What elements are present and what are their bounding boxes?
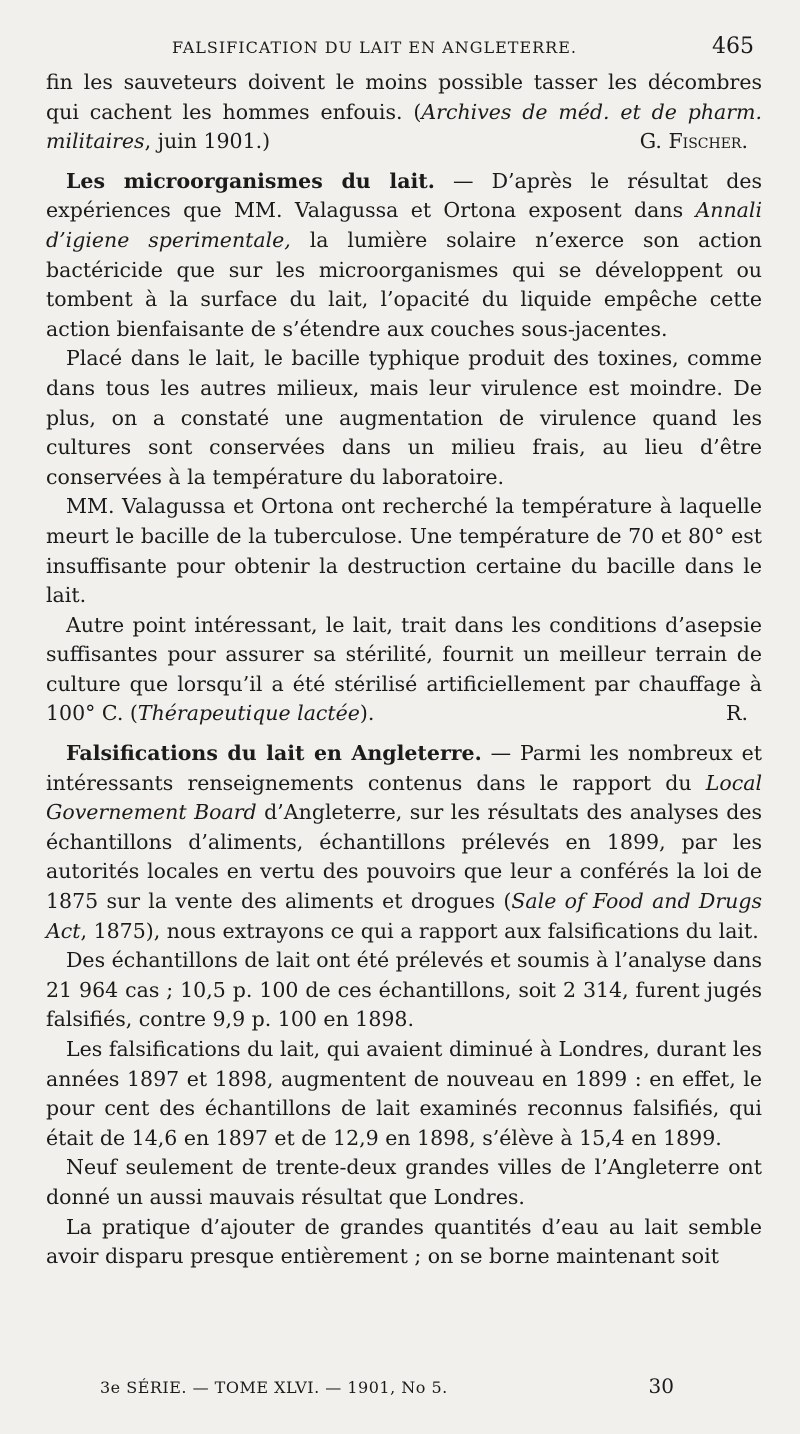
intro-author: G. Fischer. bbox=[639, 129, 748, 154]
section1-p1-a: — D’après le résultat des expériences que MM. Valagussa et Ortona exposent dans bbox=[46, 168, 762, 223]
section2-paragraph-5: La pratique d’ajouter de grandes quantités d’eau au lait semble avoir disparu presque entièrement ; on se borne maintenant soit bbox=[46, 1214, 762, 1269]
intro-date: , juin 1901.) bbox=[144, 129, 271, 154]
section2-paragraph-3: Les falsifications du lait, qui avaient diminué à Londres, durant les années 1897 et 1898, augmentent de nouveau en 1899 : en effet, le pour cent des échantillons de lait examinés reconnus falsifiés, qui était de 14,6 en 1897 et de 12,9 en 1898, s’élève à 15,4 en 1899. bbox=[46, 1037, 762, 1150]
section-falsifications bbox=[46, 739, 762, 1272]
section1-paragraph-3: MM. Valagussa et Ortona ont recherché la température à laquelle meurt le bacille de la tuberculose. Une température de 70 et 80° est insuffisante pour obtenir la destruction certaine du bacille dans le lait. bbox=[46, 494, 762, 608]
section-microorganisms bbox=[46, 167, 762, 729]
section1-p4-a: Autre point intéressant, le lait, trait dans les conditions d’asepsie suffisantes pour assurer sa stérilité, fournit un meilleur terrain de culture que lorsqu’il a été stérilisé artificiellement par chauffage à 100° C. ( bbox=[46, 612, 762, 726]
signature-mark: 30 bbox=[648, 1374, 674, 1398]
section2-p1-b: d’Angleterre, sur les résultats des analyses des échantillons d’aliments, échantillons prélevés en 1899, par les autorités locales en vertu des pouvoirs que leur a conférés la loi de 1875 sur la vente des aliments et drogues ( bbox=[46, 800, 762, 914]
section1-p4-source: Thérapeutique lactée bbox=[137, 701, 360, 726]
section1-author: R. bbox=[726, 701, 748, 726]
running-header bbox=[46, 34, 762, 68]
intro-text: fin les sauveteurs doivent le moins possible tasser les décombres qui cachent les hommes enfouis. ( bbox=[46, 70, 762, 124]
section1-paragraph-2: Placé dans le lait, le bacille typhique produit des toxines, comme dans tous les autres milieux, mais leur virulence est moindre. De plus, on a constaté une augmentation de virulence quand les cultures sont conservées dans un milieu frais, au lieu d’être conservées à la température du laboratoire. bbox=[46, 346, 762, 489]
section2-title: Falsifications du lait en Angleterre. bbox=[66, 741, 482, 766]
section2-paragraph-4: Neuf seulement de trente-deux grandes villes de l’Angleterre ont donné un aussi mauvais résultat que Londres. bbox=[46, 1155, 762, 1209]
section1-p1-b: la lumière solaire n’exerce son action bactéricide que sur les microorganismes qui se développent ou tombent à la surface du lait, l’opacité du liquide empêche cette action bienfaisante de s’étendre aux couches sous-jacentes. bbox=[46, 227, 762, 341]
series-line: 3e SÉRIE. — TOME XLVI. — 1901, No 5. bbox=[100, 1378, 448, 1397]
section2-act: Sale of Food and Drugs Act bbox=[46, 889, 762, 943]
running-title: FALSIFICATION DU LAIT EN ANGLETERRE. bbox=[172, 38, 577, 57]
section1-journal: Annali d’igiene sperimentale, bbox=[46, 198, 762, 252]
section1-paragraph-4 bbox=[46, 611, 762, 729]
section2-p1-a: — Parmi les nombreux et intéressants renseignements contenus dans le rapport du bbox=[46, 741, 762, 795]
intro-paragraph bbox=[46, 68, 762, 157]
section2-board: Local Governement Board bbox=[46, 770, 762, 825]
section2-p1-c: , 1875), nous extrayons ce qui a rapport aux falsifications du lait. bbox=[80, 918, 759, 943]
page-number: 465 bbox=[712, 34, 754, 59]
section2-paragraph-2: Des échantillons de lait ont été prélevés et soumis à l’analyse dans 21 964 cas ; 10,5 p. 100 de ces échantillons, soit 2 314, furent jugés falsifiés, contre 9,9 p. 100 en 1898. bbox=[46, 948, 762, 1032]
section1-title: Les microorganismes du lait. bbox=[66, 168, 435, 193]
section1-paragraph-1 bbox=[46, 167, 762, 345]
section1-p4-b: ). bbox=[359, 701, 375, 726]
section2-paragraph-1 bbox=[46, 739, 762, 946]
intro-source: Archives de méd. et de pharm. militaires bbox=[46, 99, 762, 154]
article-body bbox=[46, 68, 762, 1272]
